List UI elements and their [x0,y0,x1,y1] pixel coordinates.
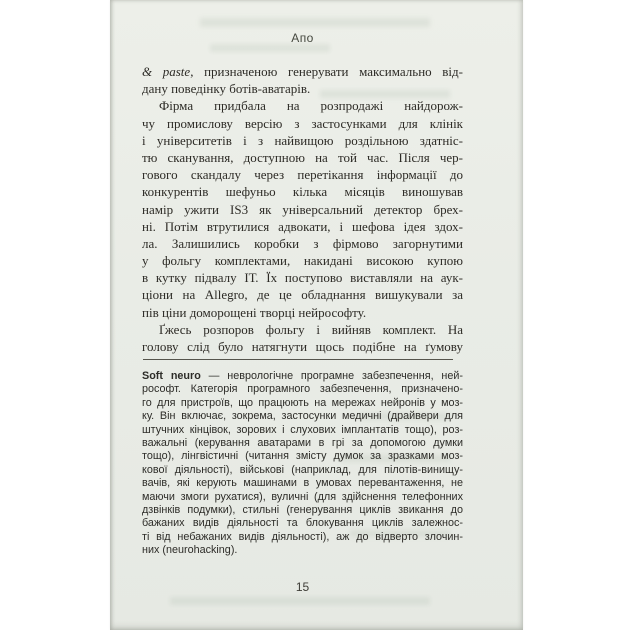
text-line: ла. Залишились коробки з фірмово загорнутими [142,235,463,251]
text-line: Фірма придбала на розпродажі найдорож- [159,98,463,114]
footnote-lines [142,383,463,557]
text-line: Ґжесь розпоров фольгу і вийняв комплект. На [159,321,463,337]
text-line [142,63,463,80]
footnote-term: Soft neuro [142,370,201,382]
footnote-separator [143,359,453,360]
text-line: і університетів і з найвищою роздільною здатніс- [142,132,463,148]
body-lines [142,80,463,355]
text-line: дану поведінку ботів-аватарів. [142,81,311,97]
text-line: голову слід було натягнути щось подібне на ґумову [142,339,463,354]
text-line: рософт. Категорія програмного забезпечення, призначено- [142,383,463,396]
text-line: бажаних видів діяльності та блокування циклів залежнос- [142,517,463,530]
text-line: ціони на Allegro, де це обладнання вишукували за [142,287,463,303]
text-line: го для пристроїв, що працюють на мережах нейронів у моз- [142,396,463,409]
body-text-block [142,63,463,355]
text-line: них (neurohacking). [142,544,238,557]
page-number: 15 [295,580,310,594]
text-line-rest: — неврологічне програмне забезпечення, ней- [200,370,463,382]
footnote-block [142,370,463,557]
text-line: у фольгу комплектами, накидані високою купою [142,253,463,269]
text-line: тю сканування, доступною на той час. Після чер- [142,149,463,165]
text-line: пів ціни доморощені творці нейрософту. [142,304,367,320]
book-page [110,0,523,630]
text-line: дзвінків подумки), стильні (генерування циклів звикання до [142,503,463,516]
italic-phrase: & paste [142,64,191,79]
text-line: важальні (керування аватарами в грі за допомогою думки [142,436,463,449]
text-line-rest: , призначеною генерувати максимально від- [190,64,463,79]
text-line: тощо), лінгвістичні (читання змісту думок за зразками моз- [142,450,463,463]
text-line: гового скандалу через перетікання інформації до [142,167,463,183]
show-through-artifact [200,18,430,27]
text-line: ні. Потім втрутилися адвокати, і шефова ідея здох- [142,218,463,234]
text-line: намір ужити IS3 як універсальний детектор брех- [142,201,463,217]
show-through-artifact [170,597,430,605]
text-line: ті від небажаних видів діяльності), аж до відверто злочин- [142,530,463,543]
text-line: чу промислову версію з застосунками для клінік [142,115,463,131]
text-line [142,370,463,383]
text-line: в кутку підвалу ІТ. Їх поступово виставляли на аук- [142,270,463,286]
show-through-artifact [210,44,330,52]
text-line: ку. Він включає, зокрема, застосунки медичні (драйвери для [142,410,463,423]
text-line: маючи змоги рухатися), вуличні (для здійснення телефонних [142,490,463,503]
text-line: штучних кінцівок, зорових і слухових імплантатів тощо), роз- [142,423,463,436]
text-line: кової діяльності), військові (наприклад, для пілотів-винищу- [142,463,463,476]
text-line: конкурентів шефуньо кілька місяців виношував [142,184,463,200]
text-line: вачів, які керують машинами в умовах перевантаження, не [142,477,463,490]
running-header: Апо [291,31,314,45]
